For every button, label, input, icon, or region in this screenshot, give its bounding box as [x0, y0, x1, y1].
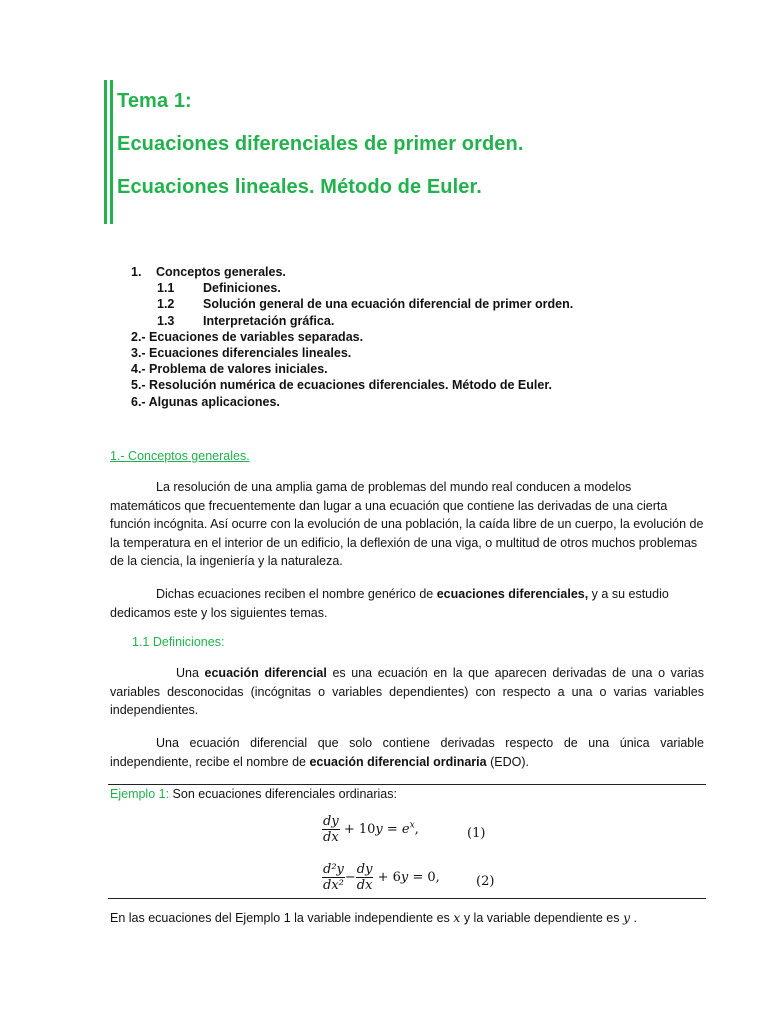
fraction-numerator: dy	[356, 862, 373, 877]
equation-terms: + 6𝑦 = 0,	[377, 870, 440, 885]
equation-terms: + 10𝑦 = 𝑒	[343, 822, 410, 837]
example-intro	[110, 787, 397, 801]
example-text: Son ecuaciones diferenciales ordinarias:	[169, 787, 397, 801]
toc-text: Conceptos generales.	[156, 265, 286, 279]
toc-number: 1.3	[157, 313, 175, 328]
title-line-3: Ecuaciones lineales. Método de Euler.	[117, 176, 482, 198]
paragraph-variables	[110, 910, 637, 925]
toc-text: Definiciones.	[203, 281, 281, 296]
title-bar-left	[104, 80, 107, 224]
equation-1	[322, 814, 419, 845]
fraction-denominator: dx²	[323, 878, 344, 893]
fraction	[356, 862, 374, 893]
text-run: y la variable dependiente es	[460, 911, 623, 925]
bold-term: ecuaciones diferenciales,	[436, 587, 589, 601]
title-block	[104, 80, 664, 224]
toc-text: 2.- Ecuaciones de variables separadas.	[131, 329, 364, 344]
toc-number: 1.2	[157, 297, 175, 312]
example-top-rule	[108, 784, 706, 785]
fraction-denominator: dx	[323, 830, 339, 845]
toc-number: 1.1	[157, 281, 175, 296]
fraction-denominator: dx	[356, 878, 373, 893]
text-run: y a su estudio dedicamos este y los siguientes temas.	[110, 587, 669, 620]
exponent: 𝑥	[409, 820, 415, 831]
bold-term: ecuación diferencial	[204, 666, 327, 680]
math-variable: y	[622, 910, 631, 925]
equation-tail: ,	[414, 822, 419, 837]
title-line-2: Ecuaciones diferenciales de primer orden.	[117, 133, 524, 155]
paragraph-generic-name	[110, 585, 704, 622]
fraction	[322, 862, 345, 893]
paragraph-intro: La resolución de una amplia gama de problemas del mundo real conducen a modelos matemáticos que frecuentemente dan lugar a una ecuación que contiene las derivadas de una cierta función incógnita. Así ocurre con la evolución de una población, la caída libre de un cuerpo, la evolución de la temperatura en el interior de un edificio, la deflexión de una viga, o multitud de otros muchos problemas de la ciencia, la ingeniería y la naturaleza.	[110, 480, 704, 568]
toc-text: 6.- Algunas aplicaciones.	[131, 394, 280, 409]
fraction	[322, 814, 340, 845]
minus-sign: −	[344, 870, 356, 885]
text-run: En las ecuaciones del Ejemplo 1 la variable independiente es	[110, 911, 454, 925]
text-run: Una ecuación diferencial que solo contiene derivadas respecto de una única variable independiente, recibe el nombre de	[110, 736, 704, 769]
equation-2	[322, 862, 440, 893]
toc-text: Interpretación gráfica.	[203, 313, 335, 328]
toc-text: Solución general de una ecuación diferencial de primer orden.	[203, 297, 574, 312]
text-run: Una	[176, 666, 205, 680]
toc-text: 4.- Problema de valores iniciales.	[131, 362, 328, 377]
text-run: (EDO).	[486, 754, 529, 769]
equation-number-2: (2)	[476, 874, 495, 889]
example-label: Ejemplo 1:	[110, 787, 170, 801]
paragraph-edo	[110, 734, 704, 771]
toc-text: 5.- Resolución numérica de ecuaciones diferenciales. Método de Euler.	[131, 378, 552, 393]
bold-term: ecuación diferencial ordinaria	[309, 754, 487, 769]
title-bar-right	[110, 80, 113, 224]
example-bottom-rule	[108, 898, 706, 899]
paragraph-definition	[110, 664, 704, 720]
equation-number-1: (1)	[467, 826, 486, 841]
toc-number: 1.	[131, 265, 142, 279]
section-heading: 1.- Conceptos generales.	[110, 449, 250, 463]
subsection-heading: 1.1 Definiciones:	[132, 635, 225, 649]
text-run: .	[630, 911, 637, 925]
math-variable: x	[453, 910, 461, 925]
text-run: Dichas ecuaciones reciben el nombre genérico de	[156, 587, 437, 601]
fraction-numerator: d²y	[323, 862, 344, 877]
toc-text: 3.- Ecuaciones diferenciales lineales.	[131, 345, 352, 360]
text-run: es una ecuación en la que aparecen derivadas de una o varias variables desconocidas (incógnitas o variables dependientes) con respecto a una o varias variables independientes.	[110, 666, 704, 717]
fraction-numerator: dy	[323, 814, 339, 829]
title-line-1: Tema 1:	[117, 90, 192, 112]
